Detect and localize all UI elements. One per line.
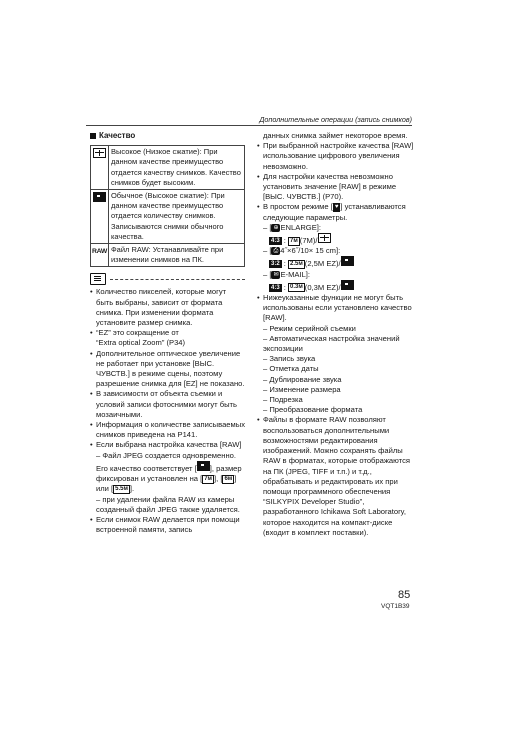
table-row — [91, 146, 245, 190]
notes-header — [90, 273, 245, 285]
note-text: ], размер фиксирован и установлен на [ — [96, 463, 242, 484]
note-item: • Дополнительное оптическое увеличение не работает при установке [ВЫС. ЧУВСТВ.] в режиме сцены, поэтому разрешение снимка для [EZ] не показано. — [90, 349, 245, 390]
note-item: • Количество пикселей, которые могут быть выбраны, зависит от формата снимка. При изменении формата установите размер снимка. — [90, 287, 245, 328]
list-item: – Преобразование формата — [263, 405, 363, 415]
simple-mode-value — [257, 233, 417, 246]
dashed-divider — [110, 279, 245, 280]
simple-mode-item — [257, 246, 417, 256]
note-item: • Нижеуказанные функции не могут быть использованы если установлено качество [RAW]. — [257, 293, 417, 324]
table-cell-text: Файл RAW: Устанавливайте при изменении снимков на ПК. — [108, 244, 244, 267]
aspect-4-3-icon: 4:3 — [271, 284, 280, 291]
heart-icon: ♥ — [334, 203, 339, 210]
list-item: – Запись звука — [263, 354, 316, 364]
simple-mode-item — [257, 270, 417, 280]
list-item: – Автоматическая настройка значений экспозиции — [263, 333, 400, 354]
size-7m-icon: 7м — [290, 237, 298, 244]
size-6m-icon: 6м — [224, 475, 233, 482]
header-text: Дополнительные операции (запись снимков) — [259, 115, 412, 124]
note-text: E-MAIL]: — [280, 269, 311, 279]
list-item: – Режим серийной съемки — [263, 323, 356, 333]
note-item: • В зависимости от объекта съемки и условий записи фотоснимки могут быть мозаичными. — [90, 389, 245, 420]
quality-table — [90, 145, 245, 267]
aspect-3-2-icon: 3:2 — [271, 261, 280, 268]
note-text: (7M)/ — [299, 236, 318, 246]
note-text: ], [ — [214, 474, 223, 484]
note-item: • Если снимок RAW делается при помощи встроенной памяти, запись — [90, 515, 245, 535]
note-text: : — [281, 259, 289, 269]
left-column — [90, 131, 245, 535]
size-5-5m-icon: 5.5м — [115, 485, 128, 492]
note-item — [257, 202, 417, 222]
note-text: – Файл JPEG создается одновременно. Его качество соответствует [ — [96, 450, 236, 473]
raw-quality-icon: RAW — [92, 248, 107, 256]
note-text: ENLARGE]: — [280, 222, 321, 232]
note-item: • Информация о количестве записываемых снимков приведена на P141. — [90, 420, 245, 440]
note-text: В простом режиме [ — [263, 202, 333, 212]
note-text: (2,5M EZ)/ — [304, 259, 341, 269]
note-text: : — [281, 236, 289, 246]
note-text: ] или [ — [96, 474, 237, 494]
standard-quality-icon — [341, 256, 354, 266]
fine-quality-icon — [93, 148, 106, 158]
enlarge-icon: ⊕ — [273, 224, 279, 231]
note-text: : — [281, 282, 289, 292]
note-item-continuation: данных снимка займет некоторое время. — [263, 131, 408, 140]
note-item: • Для настройки качества невозможно установить значение [RAW] в режиме [ВЫС. ЧУВСТВ.] (P70). — [257, 172, 417, 203]
note-subitem — [90, 451, 245, 495]
size-0-3m-icon: 0.3м — [290, 284, 303, 291]
page-number: 85 — [398, 589, 411, 601]
list-item: – Дублирование звука — [263, 374, 342, 384]
standard-quality-icon — [341, 280, 354, 290]
square-bullet-icon — [90, 133, 96, 139]
list-item: – Подрезка — [263, 395, 303, 405]
note-text: – [ — [263, 222, 272, 232]
table-cell-text: Высокое (Низкое сжатие): При данном качестве преимущество отдается качеству снимков. Качество снимков будет высоким. — [108, 146, 244, 190]
standard-quality-icon — [197, 461, 210, 471]
mail-icon: ✉ — [273, 271, 279, 278]
simple-mode-value — [257, 256, 417, 269]
simple-mode-item — [257, 223, 417, 233]
aspect-4-3-icon: 4:3 — [271, 238, 280, 245]
section-title — [90, 131, 245, 141]
right-column — [257, 131, 417, 538]
note-item: • “EZ” это сокращение от — [90, 328, 245, 338]
note-text: (0,3M EZ)/ — [304, 282, 341, 292]
table-row — [91, 190, 245, 244]
document-code: VQT1B39 — [381, 603, 410, 610]
note-icon — [90, 273, 106, 285]
list-item: – Изменение размера — [263, 384, 341, 394]
note-item: • Если выбрана настройка качества [RAW] — [90, 440, 245, 450]
note-item: • При выбранной настройке качества [RAW] использование цифрового увеличения невозможно. — [257, 141, 417, 172]
size-2-5m-icon: 2.5м — [290, 260, 303, 267]
table-cell-icon — [91, 244, 109, 267]
header-divider — [86, 125, 412, 126]
print-icon: ⎙ — [273, 248, 279, 255]
note-text: – [ — [263, 269, 272, 279]
note-text: 4˝×6˝/10× 15 cm]: — [280, 246, 341, 256]
fine-quality-icon — [318, 233, 331, 243]
note-item-continuation: “Extra optical Zoom” (P34) — [96, 338, 186, 348]
table-cell-icon — [91, 190, 109, 244]
note-item: • Файлы в формате RAW позволяют воспользоваться дополнительными возможностями редактирования изображений. Можно сохранять файлы RAW в форматах, которые отображаются на ПК (JPEG, TIFF и т.п.) и т.д., обрабатывать и редактировать их при помощи программного обеспечения “SILKYPIX Developer Studio”, разработанного Ichikawa Soft Laboratory, которое находится на компакт-диске (входит в комплект поставки). — [257, 415, 417, 537]
simple-mode-value — [257, 280, 417, 293]
section-title-text: Качество — [99, 131, 136, 140]
note-subitem: – при удалении файла RAW из камеры созданный файл JPEG также удаляется. — [96, 494, 240, 514]
table-row — [91, 244, 245, 267]
note-text: ] устанавливаются следующие параметры. — [263, 202, 406, 222]
table-cell-text: Обычное (Высокое сжатие): При данном качестве преимущество отдается количеству снимков. Записываются снимки обычного качества. — [108, 190, 244, 244]
note-text: ]. — [129, 484, 135, 494]
size-7m-icon: 7м — [204, 475, 212, 482]
list-item: – Отметка даты — [263, 364, 319, 374]
note-text: – [ — [263, 246, 272, 256]
table-cell-icon — [91, 146, 109, 190]
standard-quality-icon — [93, 192, 106, 202]
